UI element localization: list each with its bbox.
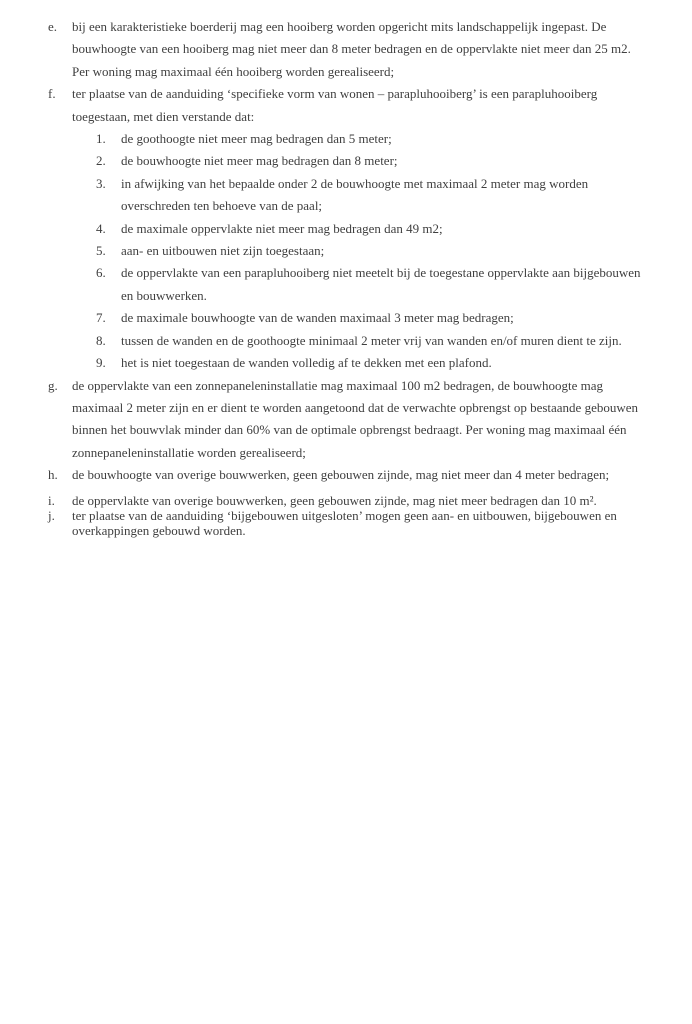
sub-list-item-text: de maximale oppervlakte niet meer mag bedragen dan 49 m2; bbox=[121, 220, 443, 236]
list-marker: e. bbox=[48, 19, 58, 34]
list-item-g bbox=[48, 375, 652, 465]
sub-list-marker: 5. bbox=[96, 243, 106, 259]
list-item-j bbox=[48, 508, 652, 538]
sub-list-item-3 bbox=[96, 173, 646, 218]
list-marker: g. bbox=[48, 377, 58, 393]
list-item-e bbox=[48, 16, 652, 83]
sub-list-item-text: aan- en uitbouwen niet zijn toegestaan; bbox=[121, 243, 325, 259]
sub-list-marker: 1. bbox=[96, 131, 106, 147]
sub-list-item-text: de bouwhoogte niet meer mag bedragen dan 8 meter; bbox=[121, 153, 398, 169]
sub-list-item-text: de maximale bouwhoogte van de wanden maximaal 3 meter mag bedragen; bbox=[121, 310, 514, 326]
sub-list-marker: 4. bbox=[96, 220, 106, 236]
list-item-text: de oppervlakte van een zonnepaneleninstallatie mag maximaal 100 m2 bedragen, de bouwhoogte mag maximaal 2 meter zijn en er dient te worden aangetoond dat de verwachte opbrengst op bestaande gebouwen binnen het bouwvlak minder dan 60% van de optimale opbrengst bedraagt. Per woning mag maximaal één zonnepaneleninstallatie worden gerealiseerd; bbox=[72, 377, 639, 460]
list-item-h bbox=[48, 464, 652, 486]
list-marker: j. bbox=[48, 507, 55, 523]
sub-list-item-text: tussen de wanden en de goothoogte minimaal 2 meter vrij van wanden en/of muren dient te zijn. bbox=[121, 332, 622, 348]
sub-list-marker: 7. bbox=[96, 310, 106, 326]
sub-list-marker: 9. bbox=[96, 355, 106, 371]
sub-list-item-4 bbox=[96, 218, 646, 240]
list-item-text: ter plaatse van de aanduiding ‘bijgebouwen uitgesloten’ mogen geen aan- en uitbouwen, bijgebouwen en overkappingen gebouwd worden. bbox=[72, 507, 617, 538]
sub-list-item-8 bbox=[96, 330, 646, 352]
sub-list-marker: 8. bbox=[96, 332, 106, 348]
list-marker: f. bbox=[48, 86, 56, 102]
sub-list-item-7 bbox=[96, 307, 646, 329]
list-item-f bbox=[48, 83, 652, 374]
list-item-text: de bouwhoogte van overige bouwwerken, geen gebouwen zijnde, mag niet meer dan 4 meter bedragen; bbox=[72, 467, 610, 483]
numbered-sublist bbox=[96, 128, 646, 374]
sub-list-item-text: in afwijking van het bepaalde onder 2 de bouwhoogte met maximaal 2 meter mag worden overschreden ten behoeve van de paal; bbox=[121, 175, 589, 214]
list-item-text: bij een karakteristieke boerderij mag een hooiberg worden opgericht mits landschappelijk ingepast. De bouwhoogte van een hooiberg mag niet meer dan 8 meter bedragen en de oppervlakte niet meer dan 25 m2. Per woning mag maximaal één hooiberg worden gerealiseerd; bbox=[72, 19, 631, 79]
list-item-text: de oppervlakte van overige bouwwerken, geen gebouwen zijnde, mag niet meer bedragen dan 10 m². bbox=[72, 492, 597, 508]
sub-list-item-text: het is niet toegestaan de wanden volledig af te dekken met een plafond. bbox=[121, 355, 492, 371]
list-marker: h. bbox=[48, 467, 58, 483]
list-item-i bbox=[48, 493, 652, 508]
sub-list-item-6 bbox=[96, 262, 646, 307]
sub-list-item-9 bbox=[96, 352, 646, 374]
sub-list-item-text: de oppervlakte van een parapluhooiberg niet meetelt bij de toegestane oppervlakte aan bijgebouwen en bouwwerken. bbox=[121, 265, 641, 303]
sub-list-item-1 bbox=[96, 128, 646, 150]
list-marker: i. bbox=[48, 492, 55, 508]
sub-list-item-text: de goothoogte niet meer mag bedragen dan 5 meter; bbox=[121, 131, 392, 147]
sub-list-marker: 3. bbox=[96, 175, 106, 191]
sub-list-marker: 6. bbox=[96, 265, 106, 281]
sub-list-item-5 bbox=[96, 240, 646, 262]
sub-list-marker: 2. bbox=[96, 153, 106, 169]
sub-list-item-2 bbox=[96, 150, 646, 172]
list-item-text: ter plaatse van de aanduiding ‘specifieke vorm van wonen – parapluhooiberg’ is een parapluhooiberg toegestaan, met dien verstande dat: bbox=[72, 86, 598, 124]
